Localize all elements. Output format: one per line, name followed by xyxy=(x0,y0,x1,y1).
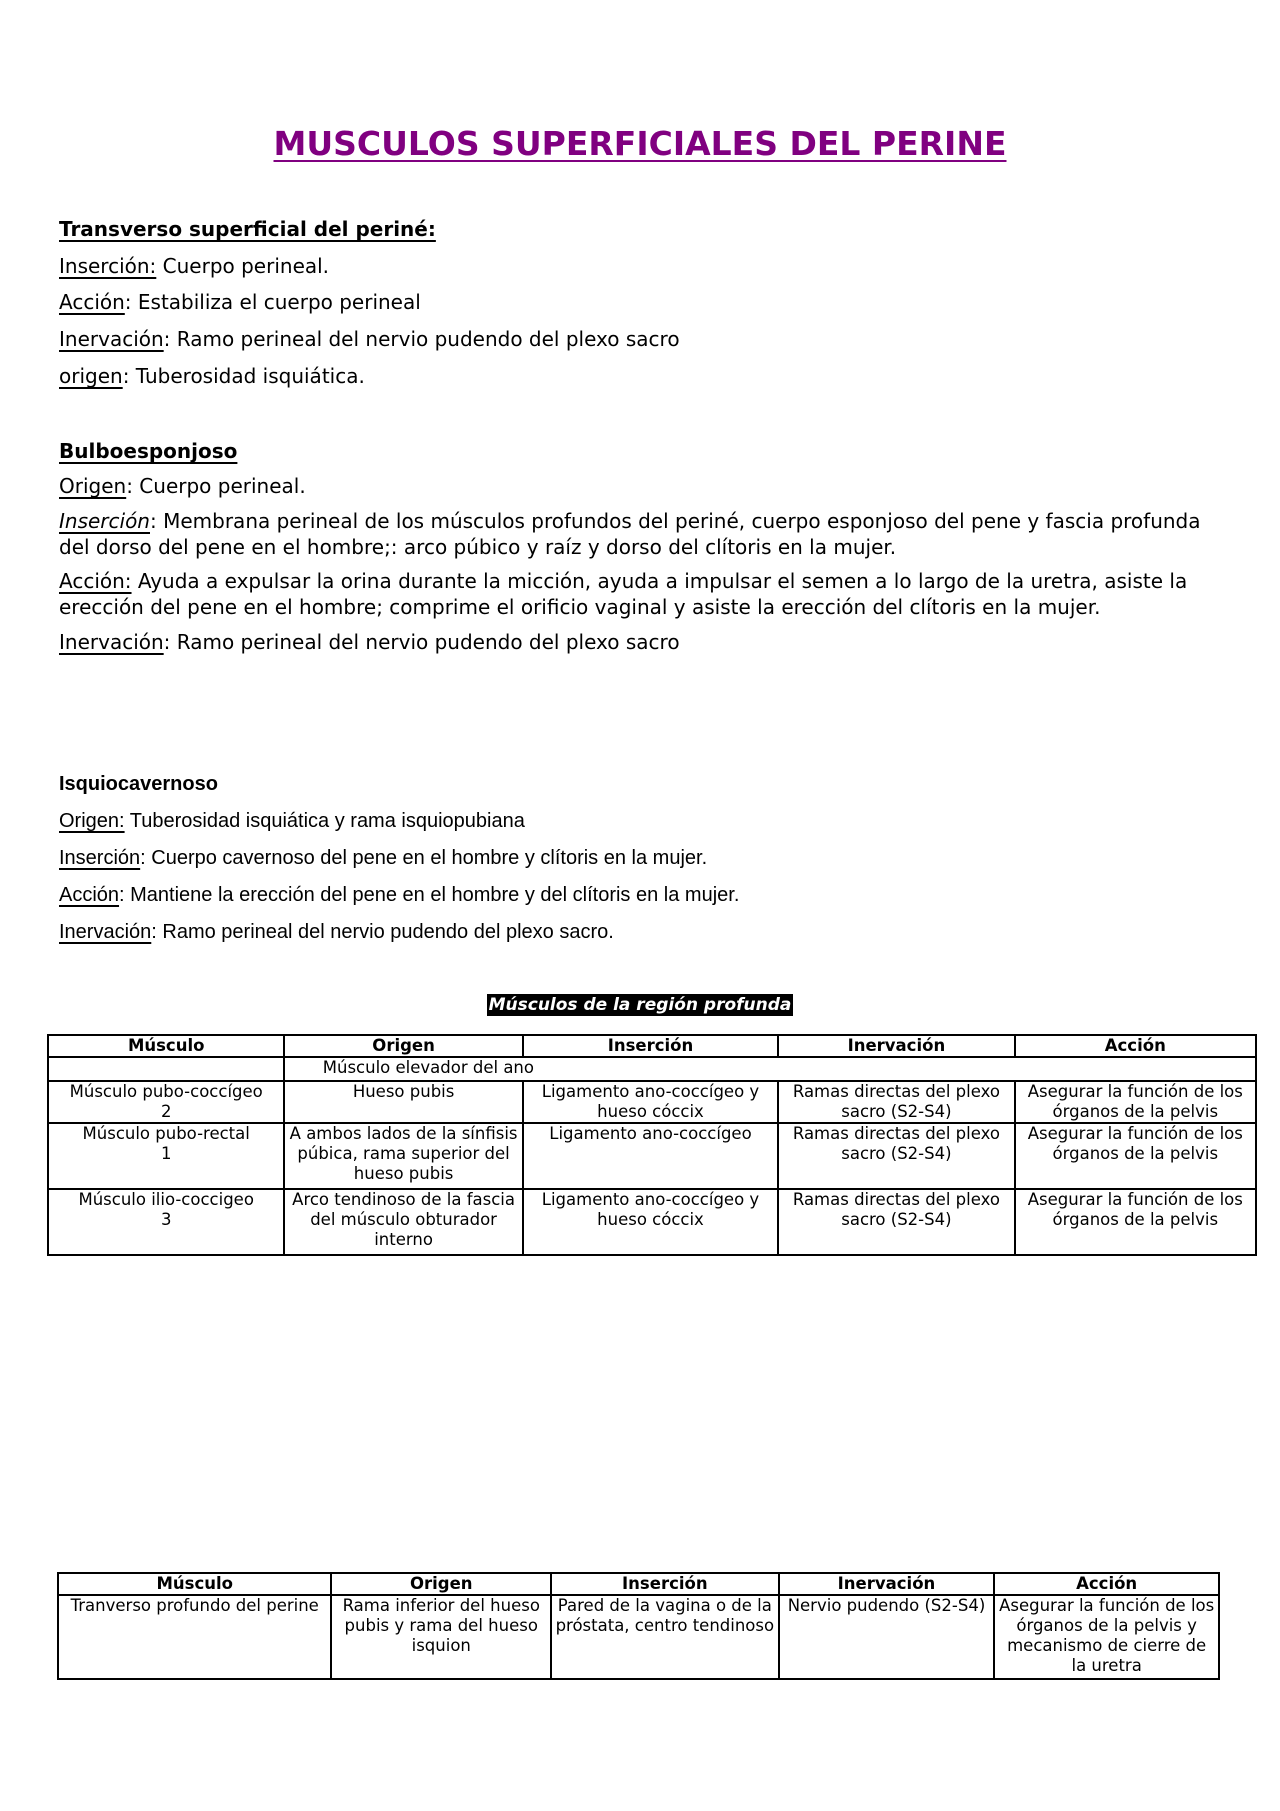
cell: Asegurar la función de los órganos de la pelvis xyxy=(1015,1081,1256,1123)
cell: Ramas directas del plexo sacro (S2-S4) xyxy=(778,1189,1014,1255)
cell: A ambos lados de la sínfisis púbica, rama superior del hueso pubis xyxy=(284,1123,522,1189)
page-title: MUSCULOS SUPERFICIALES DEL PERINE xyxy=(273,124,1007,163)
transverse-deep-table xyxy=(57,1572,1220,1680)
line-accion: Acción: Estabiliza el cuerpo perineal xyxy=(59,290,421,314)
table-group-row xyxy=(48,1057,1256,1081)
cell: Arco tendinoso de la fascia del músculo obturador interno xyxy=(284,1189,522,1255)
cell: Ligamento ano-coccígeo y hueso cóccix xyxy=(523,1081,778,1123)
cell: Pared de la vagina o de la próstata, centro tendinoso xyxy=(551,1595,779,1679)
line-insercion: Inserción: Cuerpo cavernoso del pene en el hombre y clítoris en la mujer. xyxy=(59,847,708,869)
deep-muscles-table xyxy=(47,1034,1257,1256)
header-inervacion: Inervación xyxy=(778,1035,1014,1057)
table-row xyxy=(48,1081,1256,1123)
cell: Músculo ilio-coccigeo 3 xyxy=(48,1189,284,1255)
cell: Nervio pudendo (S2-S4) xyxy=(779,1595,995,1679)
cell: Asegurar la función de los órganos de la pelvis xyxy=(1015,1123,1256,1189)
cell: Rama inferior del hueso pubis y rama del hueso isquion xyxy=(331,1595,551,1679)
line-origen: origen: Tuberosidad isquiática. xyxy=(59,364,365,388)
header-inervacion: Inervación xyxy=(779,1573,995,1595)
cell: Tranverso profundo del perine xyxy=(58,1595,331,1679)
section-isquiocavernoso xyxy=(59,771,1214,945)
table-header-row xyxy=(48,1035,1256,1057)
section-transverso xyxy=(59,216,1214,389)
section-heading: Transverso superficial del periné: xyxy=(59,217,436,241)
cell: Asegurar la función de los órganos de la pelvis xyxy=(1015,1189,1256,1255)
section-bulboesponjoso xyxy=(59,438,1214,655)
cell: Ramas directas del plexo sacro (S2-S4) xyxy=(778,1081,1014,1123)
header-insercion: Inserción xyxy=(551,1573,779,1595)
line-accion: Acción: Ayuda a expulsar la orina durante la micción, ayuda a impulsar el semen a lo largo de la uretra, asiste la erección del pene en el hombre; comprime el orificio vaginal y asiste la erección del clítoris en la mujer. xyxy=(59,569,1188,619)
line-origen: Origen: Cuerpo perineal. xyxy=(59,474,306,498)
section-heading: Isquiocavernoso xyxy=(59,773,218,795)
cell: Ligamento ano-coccígeo xyxy=(523,1123,778,1189)
line-inervacion: Inervación: Ramo perineal del nervio pudendo del plexo sacro xyxy=(59,630,680,654)
group-cell: Músculo elevador del ano xyxy=(284,1057,1256,1081)
cell: Hueso pubis xyxy=(284,1081,522,1123)
table-caption: Músculos de la región profunda xyxy=(488,995,792,1015)
table-row xyxy=(48,1123,1256,1189)
line-insercion: Inserción: Membrana perineal de los músculos profundos del periné, cuerpo esponjoso del pene y fascia profunda del dorso del pene en el hombre;: arco púbico y raíz y dorso del clítoris en la mujer. xyxy=(59,509,1201,559)
header-accion: Acción xyxy=(1015,1035,1256,1057)
line-origen: Origen: Tuberosidad isquiática y rama isquiopubiana xyxy=(59,810,525,832)
line-inervacion: Inervación: Ramo perineal del nervio pudendo del plexo sacro xyxy=(59,327,680,351)
cell: Músculo pubo-rectal 1 xyxy=(48,1123,284,1189)
header-insercion: Inserción xyxy=(523,1035,778,1057)
cell: Ramas directas del plexo sacro (S2-S4) xyxy=(778,1123,1014,1189)
cell: Ligamento ano-coccígeo y hueso cóccix xyxy=(523,1189,778,1255)
header-origen: Origen xyxy=(331,1573,551,1595)
line-inervacion: Inervación: Ramo perineal del nervio pudendo del plexo sacro. xyxy=(59,921,614,943)
cell: Asegurar la función de los órganos de la pelvis y mecanismo de cierre de la uretra xyxy=(994,1595,1219,1679)
line-accion: Acción: Mantiene la erección del pene en el hombre y del clítoris en la mujer. xyxy=(59,884,740,906)
header-musculo: Músculo xyxy=(58,1573,331,1595)
header-origen: Origen xyxy=(284,1035,522,1057)
header-accion: Acción xyxy=(994,1573,1219,1595)
table-row xyxy=(48,1189,1256,1255)
table-row xyxy=(58,1595,1219,1679)
header-musculo: Músculo xyxy=(48,1035,284,1057)
cell: Músculo pubo-coccígeo 2 xyxy=(48,1081,284,1123)
table-header-row xyxy=(58,1573,1219,1595)
section-heading: Bulboesponjoso xyxy=(59,439,238,463)
line-insercion: Inserción: Cuerpo perineal. xyxy=(59,254,330,278)
